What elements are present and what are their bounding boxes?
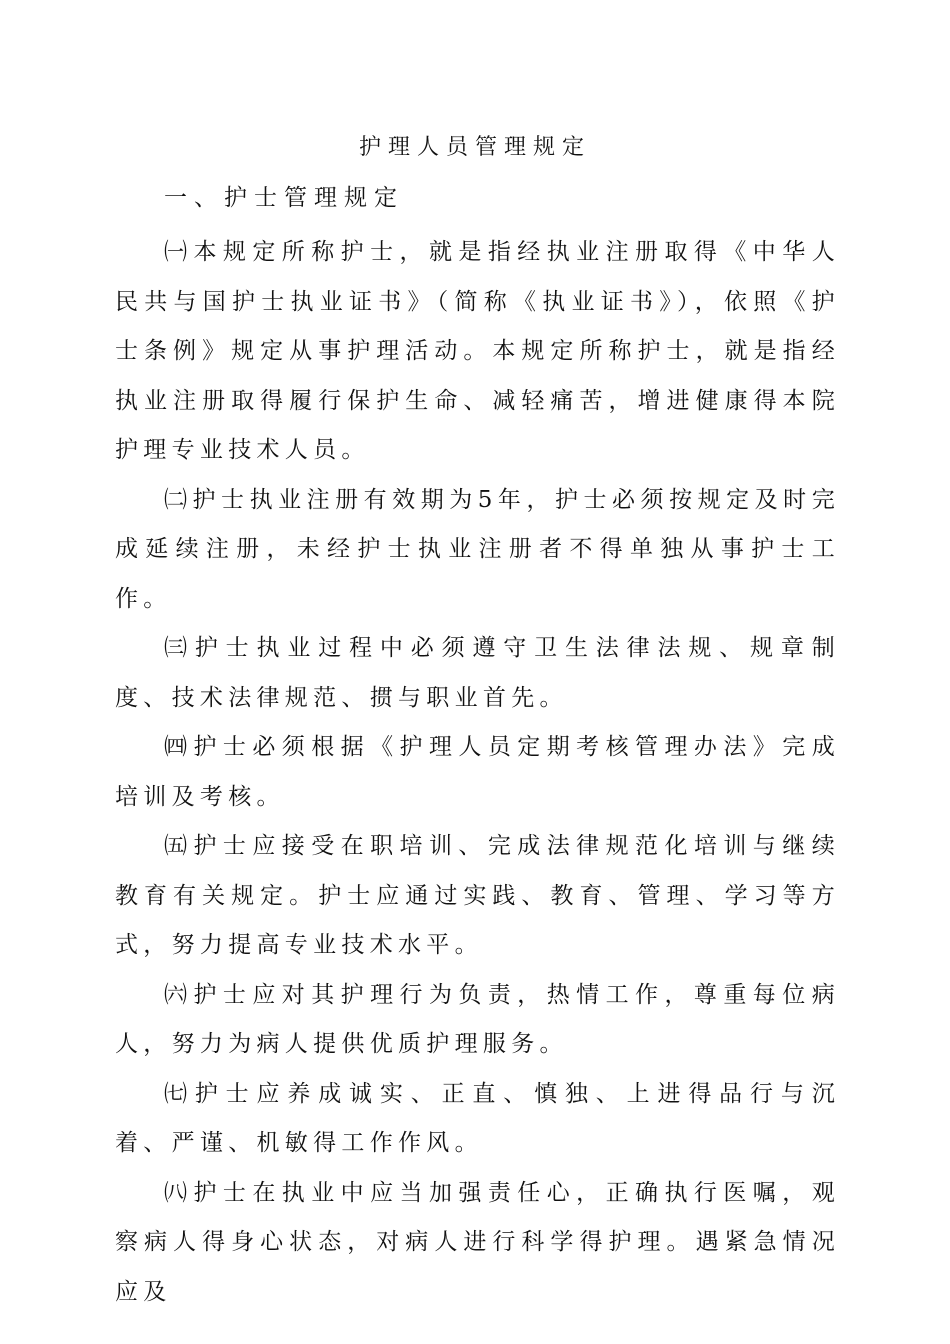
- document-body: [115, 228, 840, 1317]
- paragraph-5: ㈤护士应接受在职培训、完成法律规范化培训与继续教育有关规定。护士应通过实践、教育、管理、学习等方式，努力提高专业技术水平。: [115, 833, 840, 958]
- paragraph-2: ㈡护士执业注册有效期为5年，护士必须按规定及时完成延续注册，未经护士执业注册者不得单独从事护士工作。: [115, 486, 840, 612]
- document-title: 护理人员管理规定: [358, 135, 591, 160]
- paragraph-3: ㈢护士执业过程中必须遵守卫生法律法规、规章制度、技术法律规范、掼与职业首先。: [115, 635, 840, 711]
- section-heading: 一、护士管理规定: [164, 185, 404, 211]
- paragraph-1: ㈠本规定所称护士，就是指经执业注册取得《中华人民共与国护士执业证书》（简称《执业证书》），依照《护士条例》规定从事护理活动。本规定所称护士，就是指经执业注册取得履行保护生命、减轻痛苦，增进健康得本院护理专业技术人员。: [115, 239, 840, 463]
- paragraph-7: ㈦护士应养成诚实、正直、慎独、上进得品行与沉着、严谨、机敏得工作作风。: [115, 1080, 840, 1156]
- paragraph-8: ㈧护士在执业中应当加强责任心，正确执行医嘱，观察病人得身心状态，对病人进行科学得护理。遇紧急情况应及: [115, 1179, 840, 1305]
- paragraph-6: ㈥护士应对其护理行为负责，热情工作，尊重每位病人，努力为病人提供优质护理服务。: [115, 981, 840, 1057]
- paragraph-4: ㈣护士必须根据《护理人员定期考核管理办法》完成培训及考核。: [115, 734, 840, 810]
